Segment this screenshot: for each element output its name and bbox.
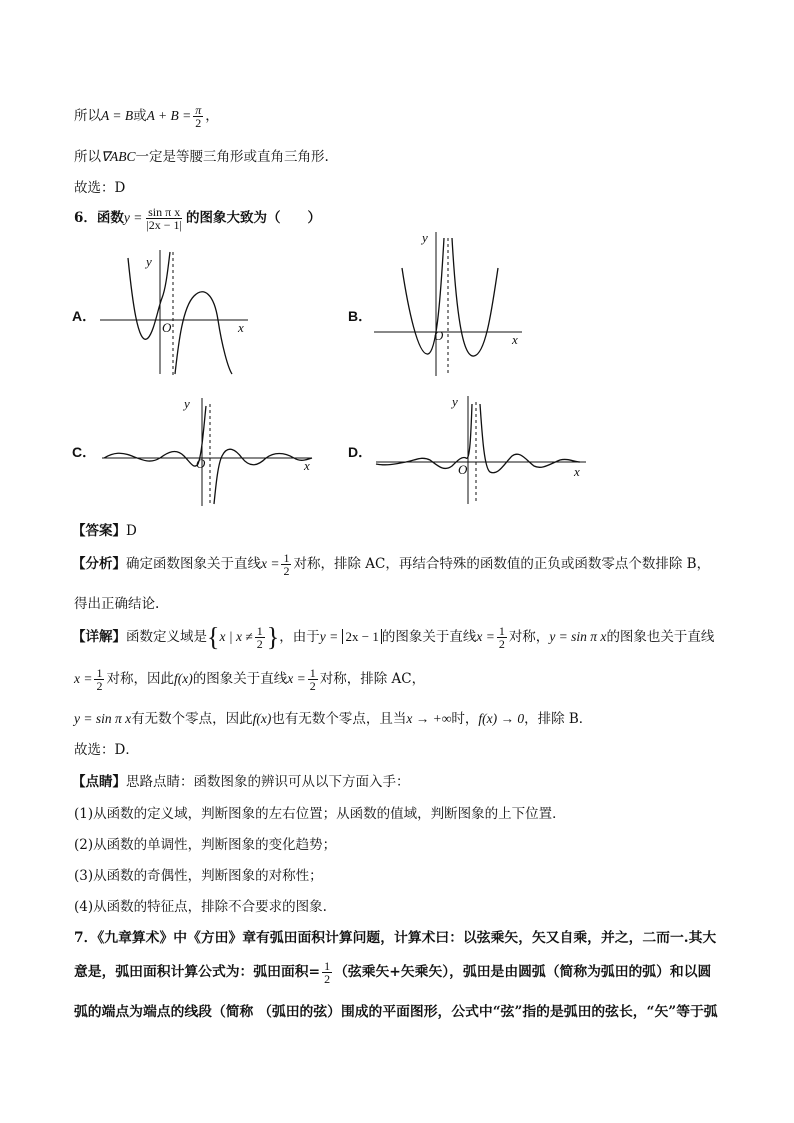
question-6-stem: 6．函数y = $\frac{\text{sin π x}}{|2x - 1|}$ 的图象大致为（ ） (74, 205, 321, 232)
detail-line-2: x = $\frac{1}{2}$ 对称，因此f(x)的图象关于直线x = $\frac{1}{2}$ 对称，排除 AC， (74, 666, 426, 693)
question-7-line-1: 7．《九章算术》中《方田》章有弧田面积计算问题，计算术曰：以弦乘矢，矢又自乘，并之，二而一.其大 (74, 930, 717, 946)
x-axis-label: x (574, 464, 580, 479)
question-7-line-2: 意是，弧田面积计算公式为：弧田面积= $\frac{1}{2}$ （弦乘矢+矢乘矢），弧田是由圆弧（简称为弧田的弧）和以圆 (74, 959, 712, 986)
origin-label: O (458, 462, 468, 477)
graph-option-c[interactable] (100, 394, 325, 509)
remark-item: (2)从函数的单调性，判断图象的变化趋势； (74, 837, 337, 853)
analysis-line-2: 得出正确结论. (74, 596, 160, 612)
graph-option-b[interactable] (372, 228, 532, 378)
y-axis-label: y (184, 396, 190, 411)
question-7-line-3: 弧的端点为端点的线段（简称 （弧田的弦）围成的平面图形，公式中“弦”指的是弧田的弦长，“矢”等于弧 (74, 1004, 718, 1020)
option-d-label[interactable]: D． (348, 444, 373, 460)
curve-left (104, 406, 206, 466)
x-axis-label: x (512, 332, 518, 347)
curve-right (175, 292, 232, 374)
x-axis-label: x (238, 320, 244, 335)
remark-intro: 【点睛】思路点睛：函数图象的辨识可从以下方面入手： (72, 774, 410, 790)
graph-option-d[interactable] (374, 392, 599, 507)
option-c-label[interactable]: C． (72, 444, 97, 460)
analysis-line-1: 【分析】确定函数图象关于直线x = $\frac{1}{2}$ 对称，排除 AC，再结合特殊的函数值的正负或函数零点个数排除 B， (72, 551, 711, 578)
origin-label: O (196, 456, 206, 471)
origin-label: O (434, 328, 444, 343)
y-axis-label: y (452, 394, 458, 409)
detail-line-1: 【详解】函数定义域是{x | x ≠ $\frac{1}{2}$ }，由于y = 2x − 1 的图象关于直线x = $\frac{1}{2}$ 对称，y = sin π x的图象也关于直线 (72, 622, 715, 652)
graph-option-a[interactable] (98, 248, 258, 378)
detail-line-3: y = sin π x有无数个零点，因此f(x)也有无数个零点，且当x → +∞时，f(x) → 0，排除 B． (74, 711, 593, 727)
prev-line-2: 所以∇ABC一定是等腰三角形或直角三角形. (74, 149, 329, 165)
curve-right (452, 238, 498, 356)
detail-choice: 故选：D． (74, 742, 139, 758)
answer-line: 【答案】D (72, 523, 137, 539)
curve-left (376, 404, 472, 468)
curve-right (214, 449, 312, 504)
option-b-label[interactable]: B． (348, 308, 373, 324)
remark-item: (4)从函数的特征点，排除不合要求的图象. (74, 899, 327, 915)
remark-item: (1)从函数的定义域，判断图象的左右位置；从函数的值域，判断图象的上下位置． (74, 806, 566, 822)
prev-line-1: 所以A = B或A + B = $\frac{\pi}{2}$ ， (74, 103, 219, 130)
origin-label: O (162, 320, 172, 335)
question-6-fraction: $\frac{\text{sin π x}}{|2x - 1|}$ (146, 205, 182, 232)
remark-item: (3)从函数的奇偶性，判断图象的对称性； (74, 868, 323, 884)
prev-choice: 故选：D (74, 180, 126, 196)
y-axis-label: y (146, 254, 152, 269)
option-a-label[interactable]: A． (72, 308, 97, 324)
half-fraction: $\frac{1}{2}$ (283, 551, 290, 578)
y-axis-label: y (422, 230, 428, 245)
pi-over-2-fraction: $\frac{\pi}{2}$ (195, 103, 202, 130)
x-axis-label: x (304, 458, 310, 473)
